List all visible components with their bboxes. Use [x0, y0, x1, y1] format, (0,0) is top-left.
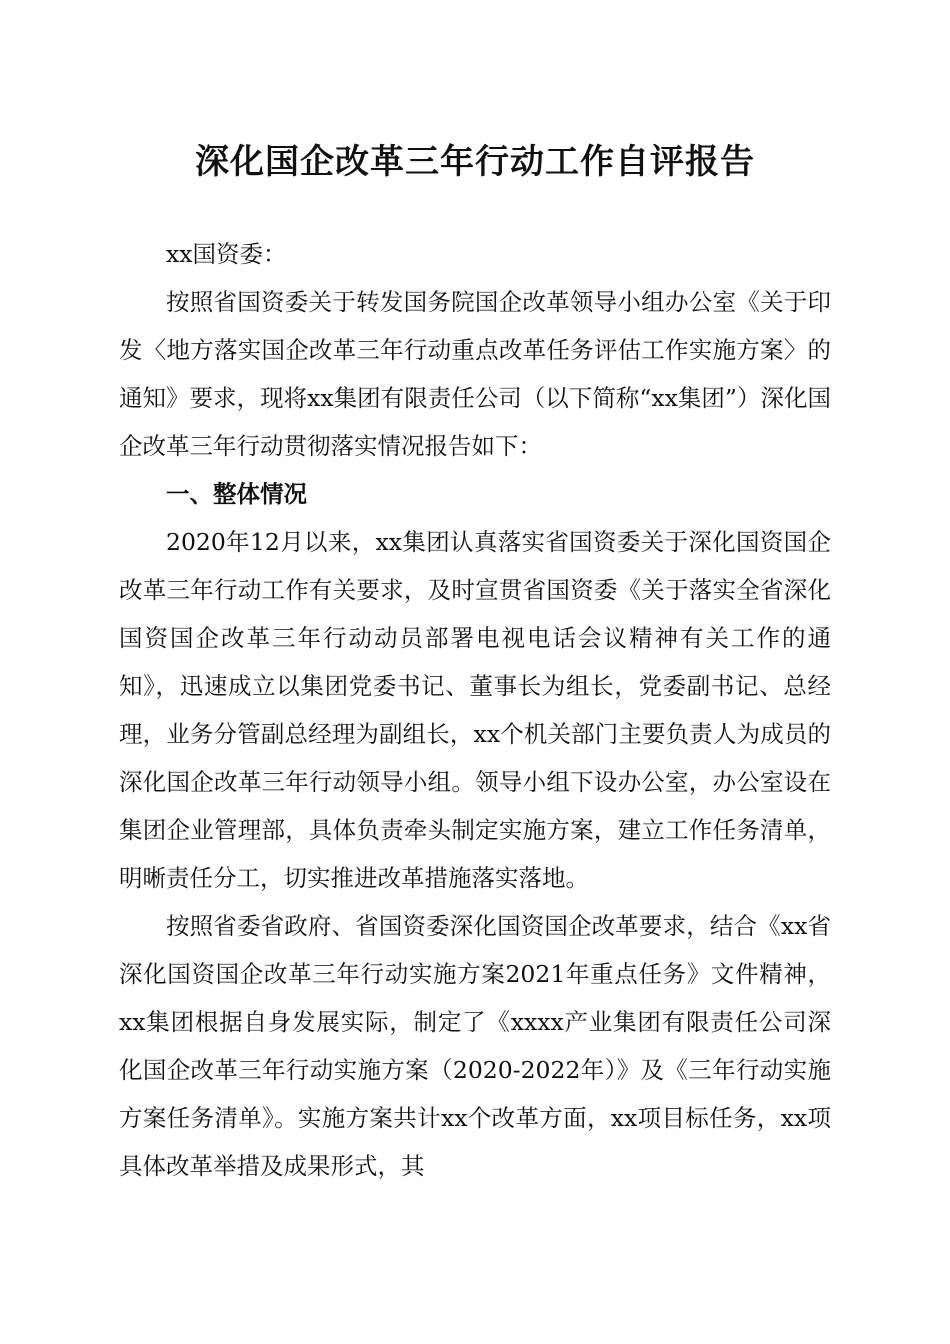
salutation: xx国资委： [166, 240, 287, 268]
intro-paragraph: 按照省国资委关于转发国务院国企改革领导小组办公室《关于印发〈地方落实国企改革三年行动重点改革任务评估工作实施方案〉的通知》要求，现将xx集团有限责任公司（以下简称“xx集团”）深化国企改革三年行动贯彻落实情况报告如下： [119, 288, 831, 460]
section-heading-overall: 一、整体情况 [166, 480, 307, 508]
section1-paragraph-2: 按照省委省政府、省国资委深化国资国企改革要求，结合《xx省深化国资国企改革三年行动实施方案2021年重点任务》文件精神，xx集团根据自身发展实际，制定了《xxxx产业集团有限责任公司深化国企改革三年行动实施方案（2020-2022年）》及《三年行动实施方案任务清单》。实施方案共计xx个改革方面，xx项目标任务，xx项具体改革举措及成果形式，其 [119, 912, 831, 1180]
section1-paragraph-1: 2020年12月以来，xx集团认真落实省国资委关于深化国资国企改革三年行动工作有关要求，及时宣贯省国资委《关于落实全省深化国资国企改革三年行动动员部署电视电话会议精神有关工作的通知》，迅速成立以集团党委书记、董事长为组长，党委副书记、总经理，业务分管副总经理为副组长，xx个机关部门主要负责人为成员的深化国企改革三年行动领导小组。领导小组下设办公室，办公室设在集团企业管理部，具体负责牵头制定实施方案，建立工作任务清单，明晰责任分工，切实推进改革措施落实落地。 [119, 528, 831, 892]
document-title: 深化国企改革三年行动工作自评报告 [195, 142, 755, 182]
document-body [119, 230, 831, 1190]
